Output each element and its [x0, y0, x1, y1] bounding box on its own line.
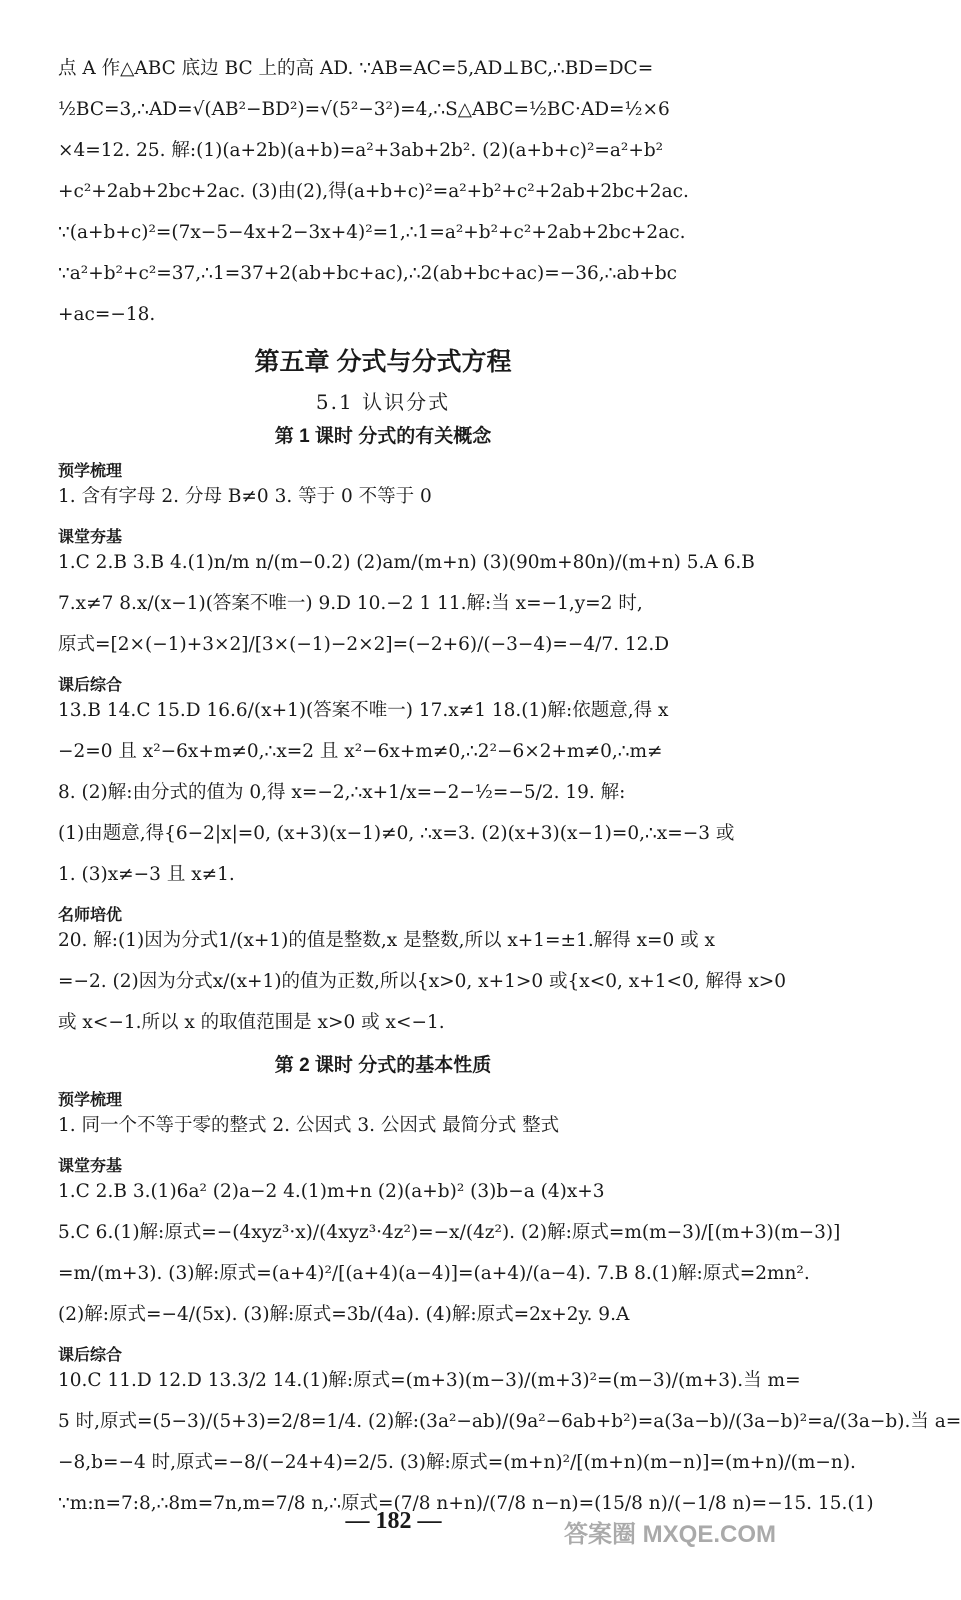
text-line: 1.C 2.B 3.B 4.(1)n/m n/(m−0.2) (2)am/(m+n) (3)(90m+80n)/(m+n) 5.A 6.B — [58, 552, 755, 573]
text-line: 5.C 6.(1)解:原式=−(4xyz³·x)/(4xyz³·4z²)=−x/(4z²). (2)解:原式=m(m−3)/[(m+3)(m−3)] — [58, 1222, 841, 1243]
lesson-2-title: 第 2 课时 分式的基本性质 — [274, 1055, 492, 1076]
text-line: 5 时,原式=(5−3)/(5+3)=2/8=1/4. (2)解:(3a²−ab)/(9a²−6ab+b²)=a(3a−b)/(3a−b)²=a/(3a−b).当 a= — [58, 1411, 961, 1432]
lesson-1-title: 第 1 课时 分式的有关概念 — [274, 426, 492, 447]
subheading-preview: 预学梳理 — [58, 1092, 123, 1109]
text-line: 点 A 作△ABC 底边 BC 上的高 AD. ∵AB=AC=5,AD⊥BC,∴BD=DC= — [58, 58, 654, 79]
text-line: +c²+2ab+2bc+2ac. (3)由(2),得(a+b+c)²=a²+b²+c²+2ab+2bc+2ac. — [58, 181, 689, 202]
text-line: 8. (2)解:由分式的值为 0,得 x=−2,∴x+1/x=−2−½=−5/2. 19. 解: — [58, 782, 626, 803]
text-line: 20. 解:(1)因为分式1/(x+1)的值是整数,x 是整数,所以 x+1=±1.解得 x=0 或 x — [58, 930, 715, 951]
watermark-logo — [565, 1512, 775, 1592]
text-line: 1. (3)x≠−3 且 x≠1. — [58, 864, 235, 885]
text-line: ∵a²+b²+c²=37,∴1=37+2(ab+bc+ac),∴2(ab+bc+ac)=−36,∴ab+bc — [58, 263, 678, 284]
text-line: (1)由题意,得{6−2|x|=0, (x+3)(x−1)≠0, ∴x=3. (2)(x+3)(x−1)=0,∴x=−3 或 — [58, 823, 735, 844]
section-title: 5.1 认识分式 — [315, 390, 451, 414]
subheading-advanced: 名师培优 — [58, 907, 123, 924]
text-line: 1. 同一个不等于零的整式 2. 公因式 3. 公因式 最简分式 整式 — [58, 1115, 560, 1136]
text-line: 原式=[2×(−1)+3×2]/[3×(−1)−2×2]=(−2+6)/(−3−4)=−4/7. 12.D — [58, 634, 670, 655]
text-line: 1.C 2.B 3.(1)6a² (2)a−2 4.(1)m+n (2)(a+b)² (3)b−a (4)x+3 — [58, 1181, 605, 1202]
subheading-classwork: 课堂夯基 — [58, 529, 123, 546]
text-line: −2=0 且 x²−6x+m≠0,∴x=2 且 x²−6x+m≠0,∴2²−6×2+m≠0,∴m≠ — [58, 741, 663, 762]
chapter-title: 第五章 分式与分式方程 — [254, 348, 512, 376]
text-line: −8,b=−4 时,原式=−8/(−24+4)=2/5. (3)解:原式=(m+n)²/[(m+n)(m−n)]=(m+n)/(m−n). — [58, 1452, 856, 1473]
text-line: +ac=−18. — [58, 304, 156, 325]
text-line: 13.B 14.C 15.D 16.6/(x+1)(答案不唯一) 17.x≠1 18.(1)解:依题意,得 x — [58, 700, 669, 721]
text-line: 1. 含有字母 2. 分母 B≠0 3. 等于 0 不等于 0 — [58, 486, 432, 507]
page-number: — 182 — — [345, 1508, 442, 1534]
subheading-homework: 课后综合 — [58, 677, 123, 694]
page-body — [58, 55, 961, 1531]
text-line: ½BC=3,∴AD=√(AB²−BD²)=√(5²−3²)=4,∴S△ABC=½BC·AD=½×6 — [58, 99, 670, 120]
text-line: (2)解:原式=−4/(5x). (3)解:原式=3b/(4a). (4)解:原式=2x+2y. 9.A — [58, 1304, 630, 1325]
subheading-preview: 预学梳理 — [58, 463, 123, 480]
text-line: ∵(a+b+c)²=(7x−5−4x+2−3x+4)²=1,∴1=a²+b²+c²+2ab+2bc+2ac. — [58, 222, 686, 243]
answer-block-top — [58, 55, 708, 329]
text-line: 7.x≠7 8.x/(x−1)(答案不唯一) 9.D 10.−2 1 11.解:当 x=−1,y=2 时, — [58, 593, 643, 614]
text-line: =−2. (2)因为分式x/(x+1)的值为正数,所以{x>0, x+1>0 或{x<0, x+1<0, 解得 x>0 — [58, 971, 787, 992]
text-line: ×4=12. 25. 解:(1)(a+2b)(a+b)=a²+3ab+2b². (2)(a+b+c)²=a²+b² — [58, 140, 664, 161]
subheading-classwork: 课堂夯基 — [58, 1158, 123, 1175]
text-line: 10.C 11.D 12.D 13.3/2 14.(1)解:原式=(m+3)(m−3)/(m+3)²=(m−3)/(m+3).当 m= — [58, 1370, 801, 1391]
subheading-homework: 课后综合 — [58, 1347, 123, 1364]
text-line: 或 x<−1.所以 x 的取值范围是 x>0 或 x<−1. — [58, 1012, 445, 1033]
watermark-text: 答案圈 MXQE.COM — [563, 1521, 777, 1548]
text-line: =m/(m+3). (3)解:原式=(a+4)²/[(a+4)(a−4)]=(a+4)/(a−4). 7.B 8.(1)解:原式=2mn². — [58, 1263, 810, 1284]
text-line: ∵m:n=7:8,∴8m=7n,m=7/8 n,∴原式=(7/8 n+n)/(7/8 n−n)=(15/8 n)/(−1/8 n)=−15. 15.(1) — [58, 1493, 874, 1514]
